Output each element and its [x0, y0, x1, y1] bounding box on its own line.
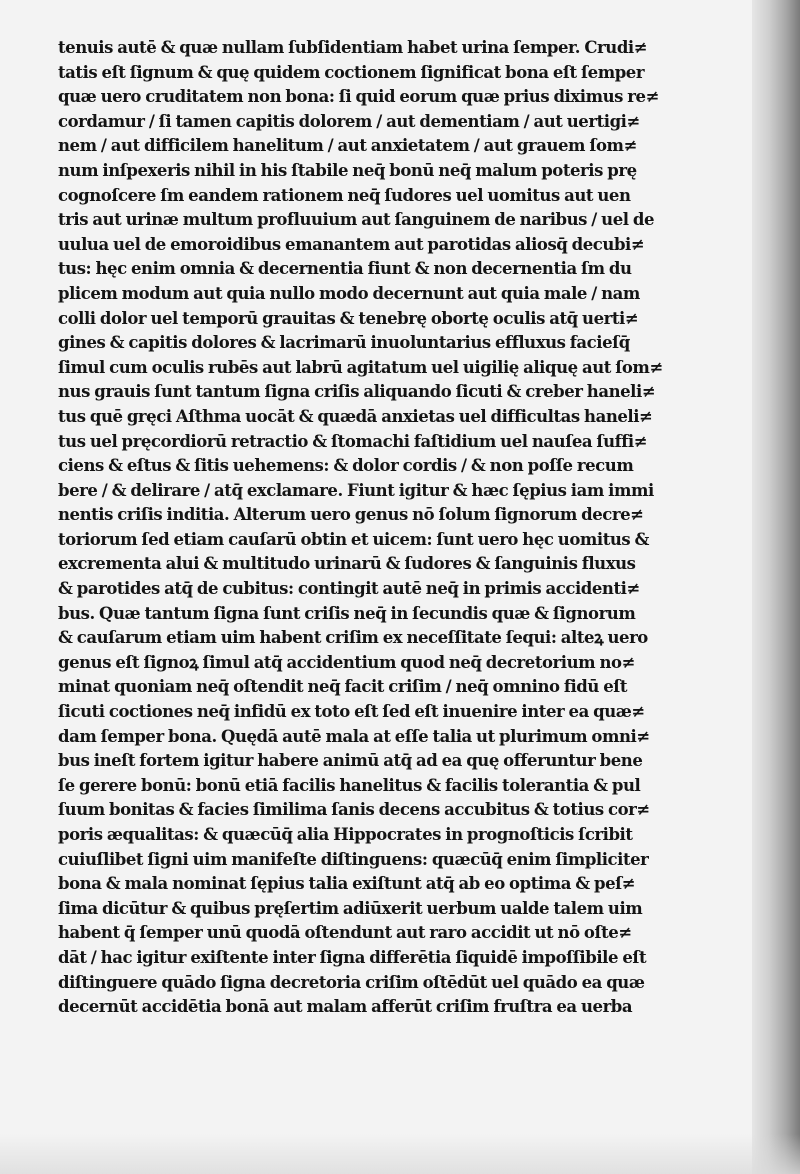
text-line: cordamur / ſi tamen capitis dolorem / aut dementiam / aut uertigi≠ [58, 111, 640, 131]
text-line: uulua uel de emoroidibus emanantem aut parotidas aliosq̄ decubi≠ [58, 234, 645, 254]
text-line: decernūt accidētia bonā aut malam afferūt criſim fruſtra ea uerba [58, 997, 633, 1017]
text-line: & parotides atq̄ de cubitus: contingit autē neq̄ in primis accidenti≠ [58, 579, 640, 599]
text-line: tris aut urinæ multum profluuium aut ſanguinem de naribus / uel de [58, 210, 655, 230]
text-line: bere / & delirare / atq̄ exclamare. Fiunt igitur & hæc ſępius iam immi [58, 480, 654, 500]
text-line: excrementa alui & multitudo urinarū & ſudores & ſanguinis fluxus [58, 554, 636, 574]
text-line: minat quoniam neq̄ oſtendit neq̄ facit criſim / neq̄ omnino fidū eſt [58, 677, 628, 697]
text-line: ſicuti coctiones neq̄ infidū ex toto eſt ſed eſt inuenire inter ea quæ≠ [58, 702, 645, 722]
text-line: ciens & eſtus & ſitis uehemens: & dolor cordis / & non poſſe recum [58, 456, 634, 476]
text-line: dāt / hac igitur exiſtente inter ſigna differētia ſiquidē impoſſibile eſt [58, 947, 647, 967]
text-line: gines & capitis dolores & lacrimarū inuoluntarius effluxus facieſq̄ [58, 333, 630, 353]
text-line: quæ uero cruditatem non bona: ſi quid eorum quæ prius diximus re≠ [58, 87, 659, 107]
text-line: nus grauis ſunt tantum ſigna criſis aliquando ſicuti & creber haneli≠ [58, 382, 656, 402]
text-line: ſe gerere bonū: bonū etiā facilis hanelitus & facilis tolerantia & pul [58, 775, 641, 795]
text-line: diſtinguere quādo ſigna decretoria criſim oſtēdūt uel quādo ea quæ [58, 972, 645, 992]
text-line: genus eſt ſignoꝝ ſimul atq̄ accidentium quod neq̄ decretorium no≠ [58, 652, 635, 672]
text-line: ſima dicūtur & quibus pręſertim adiūxerit uerbum ualde talem uim [58, 898, 643, 918]
text-line: colli dolor uel temporū grauitas & tenebrę obortę oculis atq̄ uerti≠ [58, 308, 639, 328]
text-line: toriorum ſed etiam cauſarū obtin et uicem: ſunt uero hęc uomitus & [58, 529, 649, 549]
page-edge-shadow [752, 0, 800, 1174]
text-line: bus. Quæ tantum ſigna ſunt criſis neq̄ in ſecundis quæ & ſignorum [58, 603, 636, 623]
text-line: tus quē gręci Aſthma uocāt & quædā anxietas uel difficultas haneli≠ [58, 406, 653, 426]
text-line: tenuis autē & quæ nullam ſubſidentiam habet urina ſemper. Crudi≠ [58, 38, 648, 57]
text-line: nem / aut difficilem hanelitum / aut anxietatem / aut grauem ſom≠ [58, 136, 637, 156]
body-text [58, 36, 748, 1020]
text-line: ſimul cum oculis rubēs aut labrū agitatum uel uigilię aliquę aut ſom≠ [58, 357, 663, 377]
text-line: tus uel pręcordiorū retractio & ſtomachi faſtidium uel nauſea ſuffi≠ [58, 431, 648, 451]
text-line: dam ſemper bona. Quędā autē mala at eſſe talia ut plurimum omni≠ [58, 726, 650, 746]
page-bottom-shadow [0, 1134, 800, 1174]
text-line: & cauſarum etiam uim habent criſim ex neceſſitate ſequi: alteꝝ uero [58, 628, 648, 648]
text-line: habent q̄ ſemper unū quodā oſtendunt aut raro accidit ut nō oſte≠ [58, 923, 632, 943]
text-line: ſuum bonitas & facies ſimilima ſanis decens accubitus & totius cor≠ [58, 800, 650, 820]
text-line: bus ineſt fortem igitur habere animū atq̄ ad ea quę offeruntur bene [58, 751, 643, 771]
text-line: plicem modum aut quia nullo modo decernunt aut quia male / nam [58, 283, 640, 303]
text-line: poris æqualitas: & quæcūq̄ alia Hippocrates in prognoſticis ſcribit [58, 825, 633, 844]
text-line: num inſpexeris nihil in his ſtabile neq̄ bonū neq̄ malum poteris prę [58, 160, 637, 180]
text-line: tus: hęc enim omnia & decernentia fiunt & non decernentia ſm du [58, 259, 632, 279]
text-line: nentis criſis inditia. Alterum uero genus nō ſolum ſignorum decre≠ [58, 505, 644, 525]
text-line: bona & mala nominat ſępius talia exiſtunt atq̄ ab eo optima & peſ≠ [58, 874, 636, 894]
text-line: tatis eſt ſignum & quę quidem coctionem ſignificat bona eſt ſemper [58, 62, 645, 82]
text-line: cuiuſlibet ſigni uim manifeſte diſtinguens: quæcūq̄ enim ſimpliciter [58, 849, 649, 869]
text-line: cognoſcere ſm eandem rationem neq̄ ſudores uel uomitus aut uen [58, 185, 631, 205]
